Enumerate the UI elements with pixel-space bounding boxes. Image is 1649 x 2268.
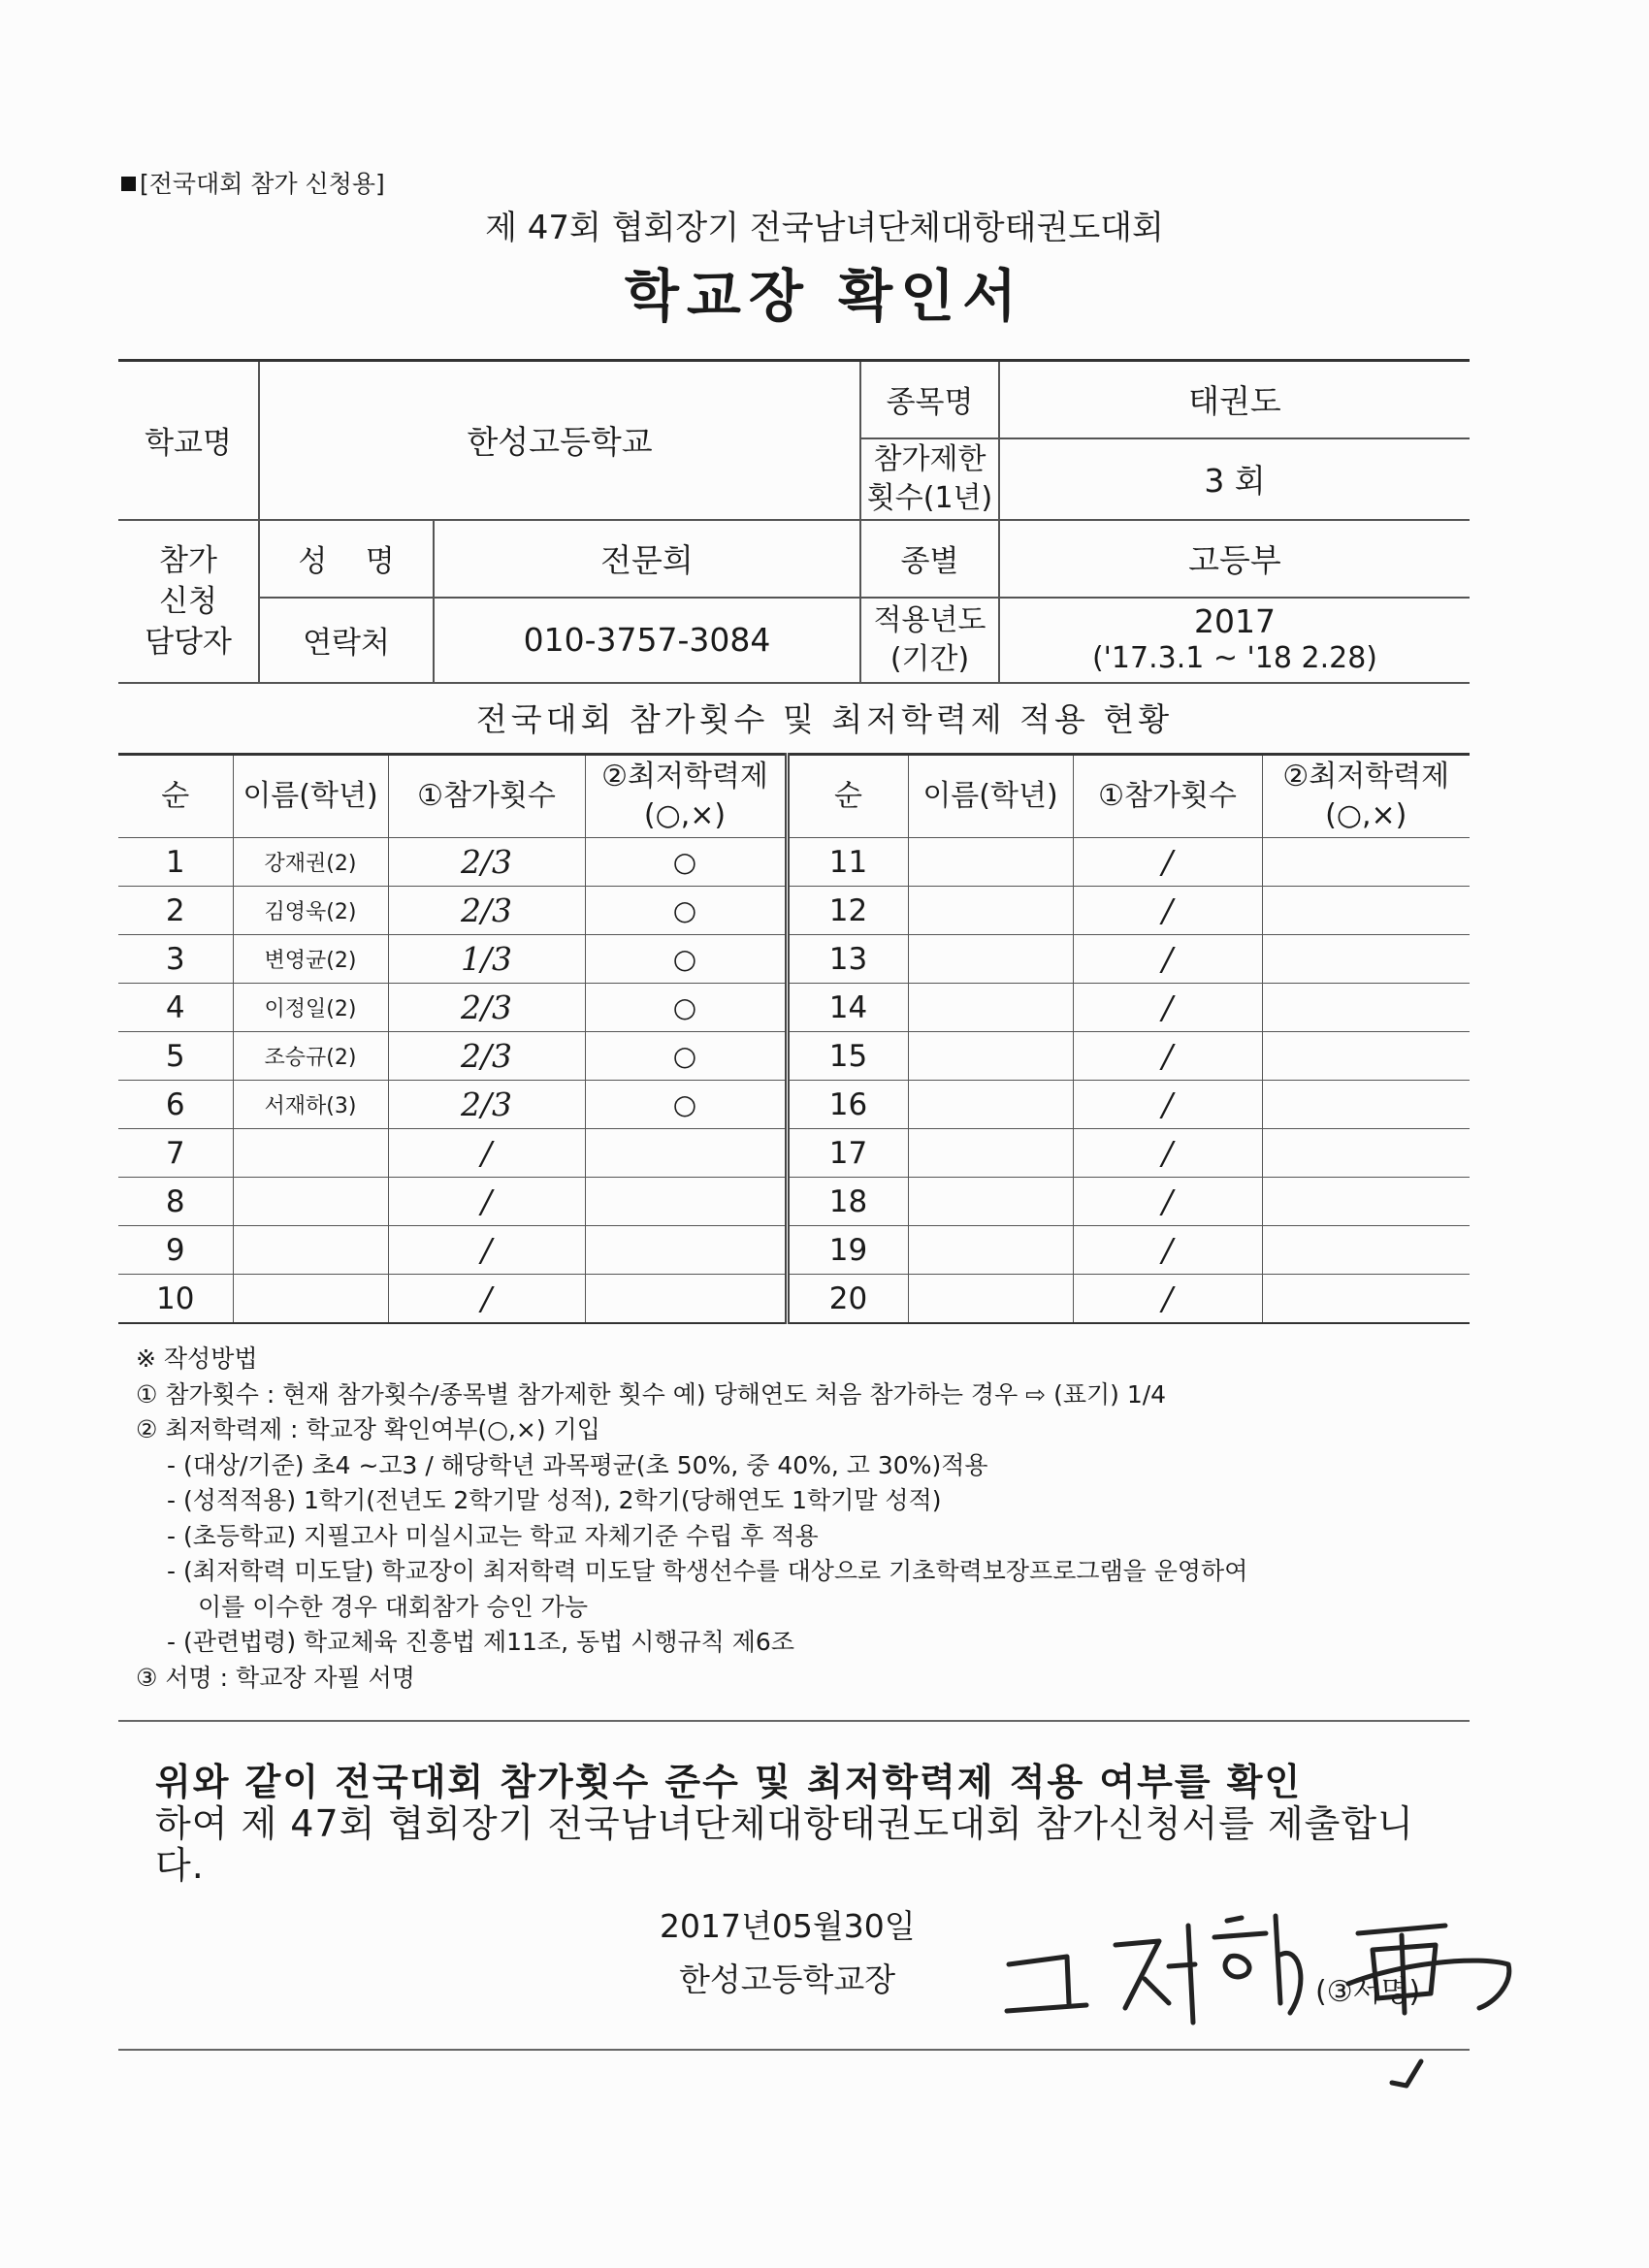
row-name: 김영욱(2) [233,887,388,935]
row-name [908,1129,1073,1178]
header-count-right: ①참가횟수 [1073,755,1262,838]
contact-name: 전문희 [434,520,860,598]
declaration [155,1762,1455,1887]
row-count: 2/3 [388,984,585,1032]
row-min [585,1226,787,1275]
row-count: 2/3 [388,887,585,935]
header-no-right: 순 [787,755,908,838]
division-value: 고등부 [999,520,1470,598]
declaration-line1: 위와 같이 전국대회 참가횟수 준수 및 최저학력제 적용 여부를 확인 [155,1761,1303,1803]
square-bullet-icon [121,177,136,191]
event-value: 태권도 [999,361,1470,438]
row-count: / [388,1178,585,1226]
row-no: 1 [118,838,233,887]
row-no: 11 [787,838,908,887]
row-min [1262,1226,1470,1275]
notes-title: ※ 작성방법 [136,1345,258,1373]
row-no: 18 [787,1178,908,1226]
year-label-line2: (기간) [889,641,970,676]
table-row [118,1129,1470,1178]
note-2d: - (최저학력 미도달) 학교장이 최저학력 미도달 학생선수를 대상으로 기초학력보장프로그램을 운영하여 [167,1557,1248,1585]
phone-label: 연락처 [259,598,434,683]
row-count: / [1073,1226,1262,1275]
row-count: / [388,1275,585,1324]
row-name [908,1275,1073,1324]
principal-title: 한성고등학교장 [679,1960,896,1998]
period-value: ('17.3.1 ~ '18 2.28) [1091,640,1378,675]
year-cell [999,598,1470,683]
row-no: 15 [787,1032,908,1081]
row-min [585,1129,787,1178]
table-row [118,1275,1470,1324]
row-name [233,1226,388,1275]
row-min [1262,887,1470,935]
form-usage-tag [121,165,385,200]
note-2e: - (관련법령) 학교체육 진흥법 제11조, 동법 시행규칙 제6조 [167,1628,794,1656]
table-row [118,1032,1470,1081]
row-min [1262,838,1470,887]
row-min [1262,1275,1470,1324]
year-label-line1: 적용년도 [873,602,986,637]
table-row [118,935,1470,984]
row-min [585,1178,787,1226]
table-row [118,1178,1470,1226]
document-title: 학교장 확인서 [624,263,1025,329]
row-no: 8 [118,1178,233,1226]
year-label [860,598,999,683]
row-min [1262,1081,1470,1129]
contact-label-line2: 신청 [159,583,217,619]
table-row [118,1226,1470,1275]
row-min [1262,984,1470,1032]
year-value: 2017 [1194,601,1276,640]
row-no: 6 [118,1081,233,1129]
row-count: / [1073,1178,1262,1226]
header-min-right [1262,755,1470,838]
row-name [908,1081,1073,1129]
row-name [233,1129,388,1178]
row-no: 7 [118,1129,233,1178]
signature-label: (③서명) [1315,1975,1421,2009]
row-count: 2/3 [388,1081,585,1129]
row-count: 1/3 [388,935,585,984]
row-name [908,935,1073,984]
row-min: ○ [585,935,787,984]
header-name-left: 이름(학년) [233,755,388,838]
participation-table [118,753,1470,1324]
divider-top [118,1720,1470,1722]
header-count-left: ①참가횟수 [388,755,585,838]
note-1: ① 참가횟수 : 현재 참가횟수/종목별 참가제한 횟수 예) 당해연도 처음 참가하는 경우 ⇨ (표기) 1/4 [136,1379,1167,1409]
header-min-line1: ②최저학력제 [1282,760,1450,794]
note-2a: - (대상/기준) 초4 ~고3 / 해당학년 과목평균(초 50%, 중 40%, 고 30%)적용 [167,1450,988,1479]
contact-label [118,520,259,683]
declaration-line2: 하여 제 47회 협회장기 전국남녀단체대항태권도대회 참가신청서를 제출합니 [155,1802,1414,1845]
row-min [585,1275,787,1324]
row-min: ○ [585,984,787,1032]
event-subtitle: 제 47회 협회장기 전국남녀단체대항태권도대회 [485,209,1164,247]
note-2: ② 최저학력제 : 학교장 확인여부(○,×) 기입 [136,1415,600,1443]
phone-value: 010-3757-3084 [434,598,860,683]
contact-label-line1: 참가 [159,542,217,578]
row-name [233,1178,388,1226]
handwritten-signature [989,1896,1533,2090]
info-table [118,359,1470,684]
school-label: 학교명 [118,361,259,520]
row-count: / [1073,984,1262,1032]
row-min: ○ [585,1032,787,1081]
note-3: ③ 서명 : 학교장 자필 서명 [136,1663,415,1692]
instructions [136,1342,1484,1696]
row-count: / [1073,887,1262,935]
row-name [233,1275,388,1324]
row-no: 20 [787,1275,908,1324]
school-name: 한성고등학교 [259,361,860,520]
event-label: 종목명 [860,361,999,438]
row-min: ○ [585,838,787,887]
header-no-left: 순 [118,755,233,838]
row-no: 17 [787,1129,908,1178]
row-count: / [388,1226,585,1275]
table-row [118,1081,1470,1129]
row-min [1262,1129,1470,1178]
row-no: 9 [118,1226,233,1275]
row-count: / [1073,935,1262,984]
row-count: 2/3 [388,838,585,887]
row-no: 16 [787,1081,908,1129]
row-min: ○ [585,1081,787,1129]
row-name [908,838,1073,887]
header-min-left [585,755,787,838]
row-name: 변영균(2) [233,935,388,984]
row-no: 2 [118,887,233,935]
row-no: 5 [118,1032,233,1081]
name-label: 성 명 [259,520,434,598]
division-label: 종별 [860,520,999,598]
row-name: 조승규(2) [233,1032,388,1081]
row-no: 3 [118,935,233,984]
contact-label-line3: 담당자 [145,624,232,660]
row-count: / [388,1129,585,1178]
row-name [908,1178,1073,1226]
row-count: / [1073,1032,1262,1081]
form-usage-text: [전국대회 참가 신청용] [140,170,385,198]
limit-label-line1: 참가제한 [873,441,986,476]
header-min-line1: ②최저학력제 [601,760,768,794]
section-title: 전국대회 참가횟수 및 최저학력제 적용 현황 [475,700,1174,738]
row-count: 2/3 [388,1032,585,1081]
row-count: / [1073,1129,1262,1178]
row-count: / [1073,1275,1262,1324]
note-2c: - (초등학교) 지필고사 미실시교는 학교 자체기준 수립 후 적용 [167,1521,819,1550]
note-2b: - (성적적용) 1학기(전년도 2학기말 성적), 2학기(당해연도 1학기말 성적) [167,1486,942,1514]
table-row [118,838,1470,887]
row-no: 13 [787,935,908,984]
header-name-right: 이름(학년) [908,755,1073,838]
table-row [118,887,1470,935]
row-min [1262,1178,1470,1226]
row-min [1262,1032,1470,1081]
row-no: 19 [787,1226,908,1275]
row-name: 강재권(2) [233,838,388,887]
limit-value: 3 회 [999,438,1470,520]
row-no: 4 [118,984,233,1032]
row-min: ○ [585,887,787,935]
row-name: 서재하(3) [233,1081,388,1129]
row-name [908,984,1073,1032]
table-row [118,984,1470,1032]
limit-label-line2: 횟수(1년) [866,480,993,515]
row-name [908,1226,1073,1275]
header-min-line2: (○,×) [1325,798,1407,832]
row-count: / [1073,838,1262,887]
row-min [1262,935,1470,984]
row-count: / [1073,1081,1262,1129]
divider-bottom [118,2049,1470,2051]
submission-date: 2017년05월30일 [660,1907,916,1945]
row-no: 12 [787,887,908,935]
row-name [908,887,1073,935]
row-no: 10 [118,1275,233,1324]
declaration-line3: 다. [155,1844,205,1887]
row-name [908,1032,1073,1081]
note-2d-cont: 이를 이수한 경우 대회참가 승인 가능 [198,1592,588,1621]
row-name: 이정일(2) [233,984,388,1032]
limit-label [860,438,999,520]
row-no: 14 [787,984,908,1032]
header-min-line2: (○,×) [643,798,727,832]
